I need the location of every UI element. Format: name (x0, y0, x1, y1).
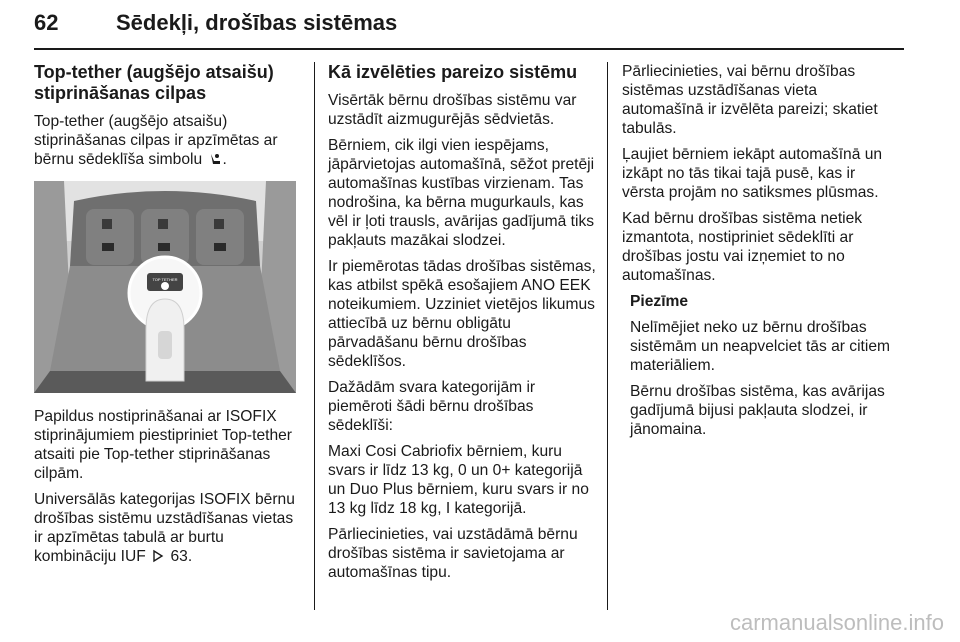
page-reference-icon[interactable] (151, 549, 165, 563)
paragraph: Visērtāk bērnu drošības sistēmu var uzstādīt aizmugurējās sēdvietās. (328, 92, 577, 128)
note-paragraph: Nelīmējiet neko uz bērnu drošības sistēmām un neapvelciet tās ar citiem materiāliem. (630, 319, 890, 374)
column-2 (328, 62, 596, 589)
page-header (34, 8, 904, 44)
paragraph: Bērniem, cik ilgi vien iespējams, jāpārvietojas automašīnā, sēžot pretēji automašīnas kustības virzienam. Tas nodrošina, ka bērna mugurkauls, kas vēl ir ļoti trausls, avārijas gadījumā tiks pakļauts mazākai slodzei. (328, 137, 595, 249)
note-title: Piezīme (630, 293, 689, 310)
intro-text: Top-tether (augšējo atsaišu) stiprināšanas cilpas ir apzīmētas ar bērnu sēdeklīša simbolu (34, 113, 278, 168)
child-seat-icon (208, 152, 222, 166)
paragraph: Ir piemērotas tādas drošības sistēmas, kas atbilst spēkā esošajiem ANO EEK noteikumiem. Uzziniet vietējos likumus attiecībā uz bērnu obligātu pārvadāšanu bērnu drošības sēdeklīšos. (328, 258, 596, 370)
figure-badge-text: TOP TETHER (152, 277, 178, 282)
note-paragraph: Bērnu drošības sistēma, kas avārijas gadījumā bijusi pakļauta slodzei, ir jānomaina. (630, 383, 885, 438)
header-rule (34, 48, 904, 50)
page-reference[interactable]: 63. (170, 548, 193, 565)
column-3 (622, 62, 890, 446)
section-heading: Top-tether (augšējo atsaišu) stiprināšanas cilpas (34, 62, 274, 103)
column-1 (34, 62, 300, 573)
paragraph: Kad bērnu drošības sistēma netiek izmantota, nostipriniet sēdeklīti ar drošības jostu vai izņemiet to no automašīnas. (622, 210, 863, 284)
running-title: Sēdekļi, drošības sistēmas (116, 10, 398, 35)
section-heading: Kā izvēlēties pareizo sistēmu (328, 62, 578, 82)
note-box (630, 292, 890, 439)
page-number: 62 (34, 10, 59, 35)
paragraph: Ļaujiet bērniem iekāpt automašīnā un izkāpt no tās tikai tajā pusē, kas ir vērsta projām no satiksmes plūsmas. (622, 146, 883, 201)
universal-paragraph (34, 490, 300, 566)
paragraph: Maxi Cosi Cabriofix bērniem, kuru svars ir līdz 13 kg, 0 un 0+ kategorijā un Duo Plus bērniem, kuru svars ir no 13 kg līdz 18 kg, I kategorijā. (328, 443, 589, 517)
paragraph: Pārliecinieties, vai uzstādāmā bērnu drošības sistēma ir savietojama ar automašīnas tipu. (328, 526, 578, 581)
intro-paragraph (34, 112, 300, 169)
cargo-area-photo (34, 181, 296, 393)
column-divider (607, 62, 608, 610)
paragraph: Pārliecinieties, vai bērnu drošības sistēmas uzstādīšanas vieta automašīnā ir izvēlēta pareizi; skatiet tabulās. (622, 63, 878, 137)
column-divider (314, 62, 315, 610)
watermark: carmanualsonline.info (729, 610, 944, 635)
universal-text: Universālās kategorijas ISOFIX bērnu drošības sistēmu uzstādīšanas vietas ir apzīmētas tabulā ar burtu kombināciju IUF (34, 491, 295, 565)
paragraph: Dažādām svara kategorijām ir piemēroti šādi bērnu drošības sēdeklīši: (328, 379, 536, 434)
intro-end: . (222, 151, 227, 168)
isofix-paragraph: Papildus nostiprināšanai ar ISOFIX stiprinājumiem piestipriniet Top-tether atsaiti pie Top-tether stiprināšanas cilpām. (34, 408, 292, 482)
